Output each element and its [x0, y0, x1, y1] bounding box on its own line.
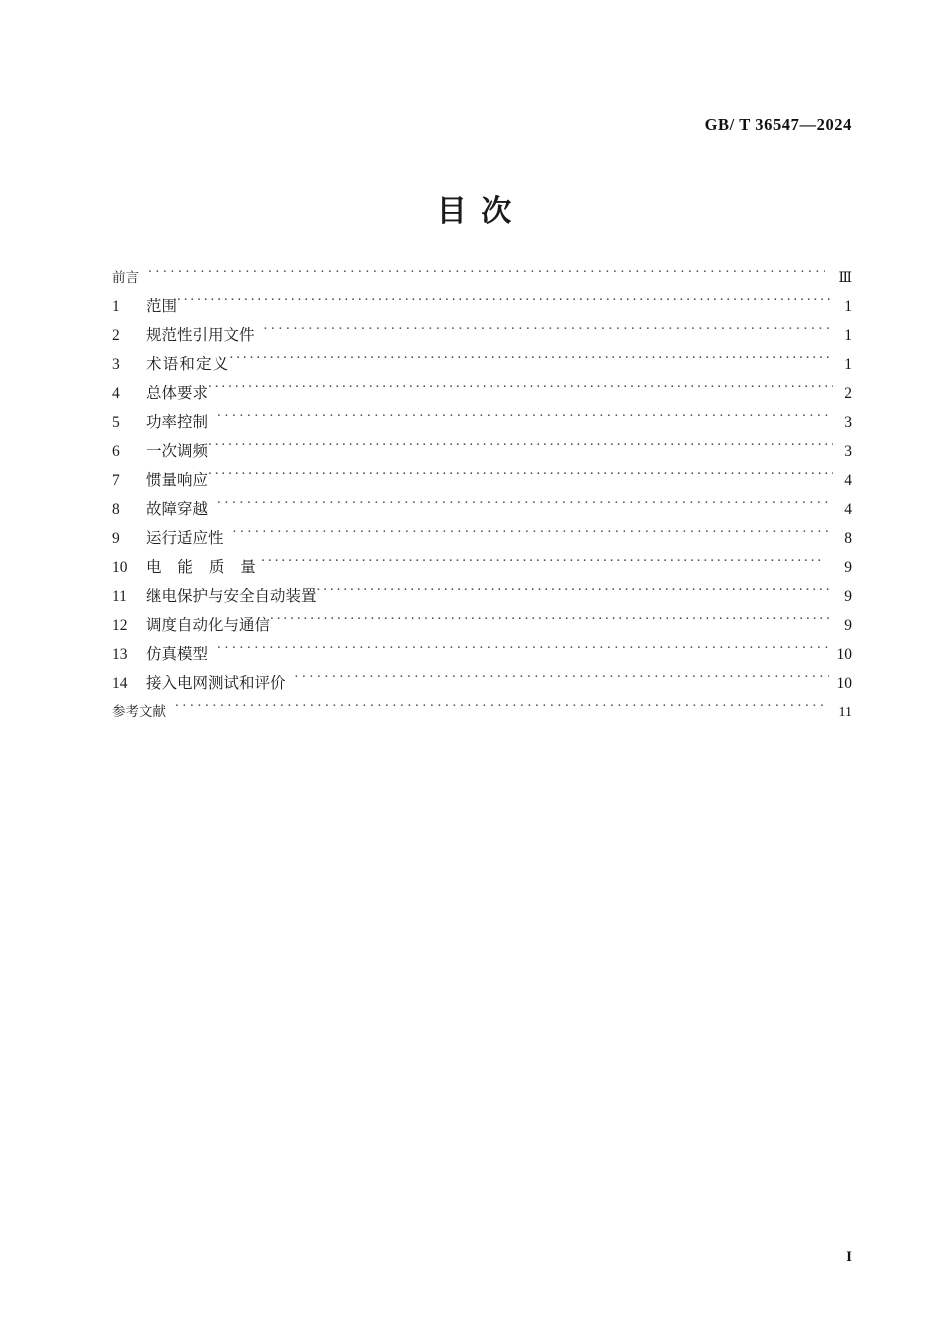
toc-entry-page-number: 4: [844, 472, 852, 489]
toc-dot-leader: [217, 412, 829, 428]
toc-entry-page-number: 1: [844, 356, 852, 373]
toc-entry-page-number: 1: [844, 298, 852, 315]
toc-entry-number: 13: [112, 646, 128, 663]
toc-entry-label: 仿真模型: [146, 645, 209, 663]
toc-entry-number: 11: [112, 588, 127, 605]
toc-dot-leader: [208, 470, 833, 486]
toc-entry-page-number: 10: [836, 675, 852, 692]
toc-dot-leader: [295, 673, 829, 689]
toc-entry-label: 运行适应性: [146, 529, 224, 547]
toc-entry-number: 9: [112, 530, 120, 547]
toc-dot-leader: [175, 703, 825, 717]
toc-entry-label: 调度自动化与通信: [146, 616, 271, 634]
toc-entry-label: 故障穿越: [146, 500, 209, 518]
toc-entry[interactable]: [112, 495, 852, 524]
toc-entry-label: 规范性引用文件: [146, 326, 255, 344]
toc-entry-page-number: 9: [844, 588, 852, 605]
toc-entry-label: 总体要求: [146, 384, 209, 402]
toc-dot-leader: [233, 528, 829, 544]
toc-entry-number: 10: [112, 559, 128, 576]
toc-entry[interactable]: [112, 466, 852, 495]
toc-entry-label: 一次调频: [146, 442, 209, 460]
toc-entry-page-number: 9: [844, 559, 852, 576]
toc-entry-page-number: 10: [836, 646, 852, 663]
toc-entry-page-number: 8: [844, 530, 852, 547]
toc-entry-number: 12: [112, 617, 128, 634]
page-title: 目 次: [436, 194, 514, 229]
toc-entry-page-number: 3: [844, 414, 852, 431]
toc-entry-number: 6: [112, 443, 120, 460]
toc-entry[interactable]: [112, 264, 852, 292]
toc-entry-label: 接入电网测试和评价: [146, 674, 286, 692]
toc-entry-number: 7: [112, 472, 120, 489]
toc-entry[interactable]: [112, 379, 852, 408]
toc-entry-label: 前言: [112, 270, 139, 286]
toc-entry[interactable]: [112, 553, 852, 582]
toc-entry-label: 范围: [146, 297, 178, 315]
toc-dot-leader: [208, 441, 833, 457]
toc-entry[interactable]: [112, 437, 852, 466]
toc-entry-number: 1: [112, 298, 120, 315]
toc-entry-label: 电 能 质 量: [146, 558, 262, 576]
toc-dot-leader: [148, 269, 825, 283]
toc-entry[interactable]: [112, 408, 852, 437]
toc-entry[interactable]: [112, 292, 852, 321]
toc-entry[interactable]: [112, 611, 852, 640]
toc-entry[interactable]: [112, 524, 852, 553]
toc-entry-page-number: 4: [844, 501, 852, 518]
toc-dot-leader: [217, 644, 829, 660]
running-header-standard-code: GB/ T 36547—2024: [704, 115, 852, 134]
toc-entry-label: 参考文献: [112, 704, 166, 720]
toc-entry-label: 术语和定义: [146, 355, 230, 373]
toc-entry-label: 继电保护与安全自动装置: [146, 587, 317, 605]
toc-entry[interactable]: [112, 669, 852, 698]
toc-dot-leader: [217, 499, 829, 515]
toc-entry-page-number: 9: [844, 617, 852, 634]
toc-entry-page-number: 1: [844, 327, 852, 344]
toc-entry-number: 2: [112, 327, 120, 344]
toc-dot-leader: [208, 383, 833, 399]
toc-entry-label: 功率控制: [146, 413, 209, 431]
toc-dot-leader: [261, 557, 825, 573]
toc-dot-leader: [270, 615, 833, 631]
toc-entry-page-number: Ⅲ: [838, 271, 852, 286]
toc-entry[interactable]: [112, 640, 852, 669]
page-number-folio: I: [846, 1249, 852, 1265]
toc-entry-number: 14: [112, 675, 128, 692]
toc-entry[interactable]: [112, 321, 852, 350]
table-of-contents: [112, 264, 852, 726]
toc-entry-number: 8: [112, 501, 120, 518]
toc-entry[interactable]: [112, 582, 852, 611]
toc-entry-page-number: 2: [844, 385, 852, 402]
toc-entry-number: 5: [112, 414, 120, 431]
toc-entry-label: 惯量响应: [146, 471, 209, 489]
toc-entry[interactable]: [112, 350, 852, 379]
toc-entry[interactable]: [112, 698, 852, 726]
toc-entry-number: 4: [112, 385, 120, 402]
toc-entry-number: 3: [112, 356, 120, 373]
toc-dot-leader: [264, 325, 829, 341]
toc-entry-page-number: 11: [838, 705, 852, 720]
toc-dot-leader: [317, 586, 833, 602]
toc-dot-leader: [230, 354, 833, 370]
toc-entry-page-number: 3: [844, 443, 852, 460]
toc-dot-leader: [177, 296, 833, 312]
